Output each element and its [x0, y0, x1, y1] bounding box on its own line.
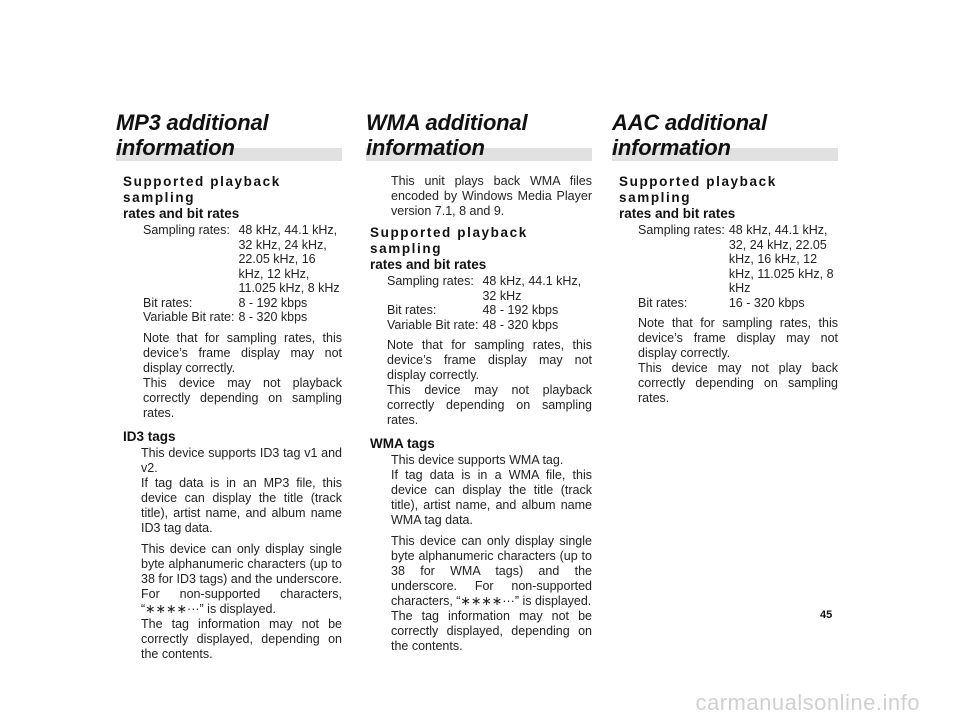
wma-title-line2: information [366, 135, 485, 160]
aac-title [612, 110, 838, 160]
mp3-note1: Note that for sampling rates, this device’s frame display may not display correctly. [143, 330, 342, 375]
wma-spec-table [387, 274, 592, 332]
mp3-section [116, 110, 342, 668]
spec-row: Sampling rates: 48 kHz, 44.1 kHz, 32 kHz, 24 kHz, 22.05 kHz, 16 kHz, 12 kHz, 11.025 kHz, 8 kHz [143, 223, 340, 295]
wma-title [366, 110, 592, 160]
mp3-title [116, 110, 342, 160]
id3-p3: This device can only display single byte alphanumeric characters (up to 38 for ID3 tags) and the underscore. For non-supported characters, “∗∗∗∗···” is displayed. [141, 541, 342, 616]
id3-p4: The tag information may not be correctly displayed, depending on the contents. [141, 616, 342, 661]
spec-row: Variable Bit rate: 48 - 320 kbps [387, 317, 559, 332]
wma-intro: This unit plays back WMA files encoded by Windows Media Player version 7.1, 8 and 9. [391, 174, 592, 218]
wma-tags-p1: This device supports WMA tag. [391, 453, 564, 467]
spec-row: Bit rates: 48 - 192 kbps [387, 303, 559, 317]
wma-tags-heading: WMA tags [370, 436, 435, 451]
aac-section [612, 110, 838, 412]
wma-title-line1: WMA additional [366, 110, 528, 135]
id3-p1: This device supports ID3 tag v1 and v2. [141, 445, 342, 475]
spec-row: Sampling rates: 48 kHz, 44.1 kHz, 32 kHz [387, 274, 582, 303]
mp3-title-line2: information [116, 135, 235, 160]
spec-row: Sampling rates: 48 kHz, 44.1 kHz, 32, 24 kHz, 22.05 kHz, 16 kHz, 12 kHz, 11.025 kHz, 8 kHz [638, 223, 834, 295]
aac-title-line1: AAC additional [612, 110, 767, 135]
wma-tags-p4: The tag information may not be correctly displayed, depending on the contents. [391, 609, 592, 653]
aac-note2: This device may not play back correctly depending on sampling rates. [638, 361, 838, 405]
wma-section [366, 110, 592, 660]
mp3-heading [116, 110, 342, 162]
wma-rates-heading: Supported playback sampling rates and bit rates [370, 225, 528, 272]
mp3-title-line1: MP3 additional [116, 110, 269, 135]
wma-note2: This device may not playback correctly depending on sampling rates. [387, 383, 592, 427]
wma-tags-p3: This device can only display single byte alphanumeric characters (up to 38 for WMA tags) and the underscore. For non-supported characters, “∗∗∗∗···” is displayed. [391, 534, 592, 608]
mp3-spec-table [143, 223, 342, 325]
aac-spec-table [638, 223, 838, 310]
mp3-note2: This device may not playback correctly depending on sampling rates. [143, 375, 342, 420]
page-number: 45 [820, 609, 833, 621]
spec-row: Bit rates: 8 - 192 kbps [143, 295, 308, 310]
aac-heading [612, 110, 838, 162]
watermark: carmanualsonline.info [695, 690, 920, 715]
wma-heading [366, 110, 592, 162]
aac-title-line2: information [612, 135, 731, 160]
mp3-rates-heading: Supported playback sampling rates and bit rates [123, 174, 281, 221]
aac-rates-heading: Supported playback sampling rates and bit rates [619, 174, 777, 221]
spec-row: Bit rates: 16 - 320 kbps [638, 295, 805, 310]
spec-row: Variable Bit rate: 8 - 320 kbps [143, 310, 308, 324]
wma-tags-p2: If tag data is in a WMA file, this device can display the title (track title), artist name, and album name WMA tag data. [391, 468, 592, 527]
id3-heading: ID3 tags [123, 428, 176, 444]
wma-note1: Note that for sampling rates, this device’s frame display may not display correctly. [387, 338, 592, 382]
aac-note1: Note that for sampling rates, this device’s frame display may not display correctly. [638, 316, 838, 360]
id3-p2: If tag data is in an MP3 file, this device can display the title (track title), artist name, and album name ID3 tag data. [141, 475, 342, 535]
